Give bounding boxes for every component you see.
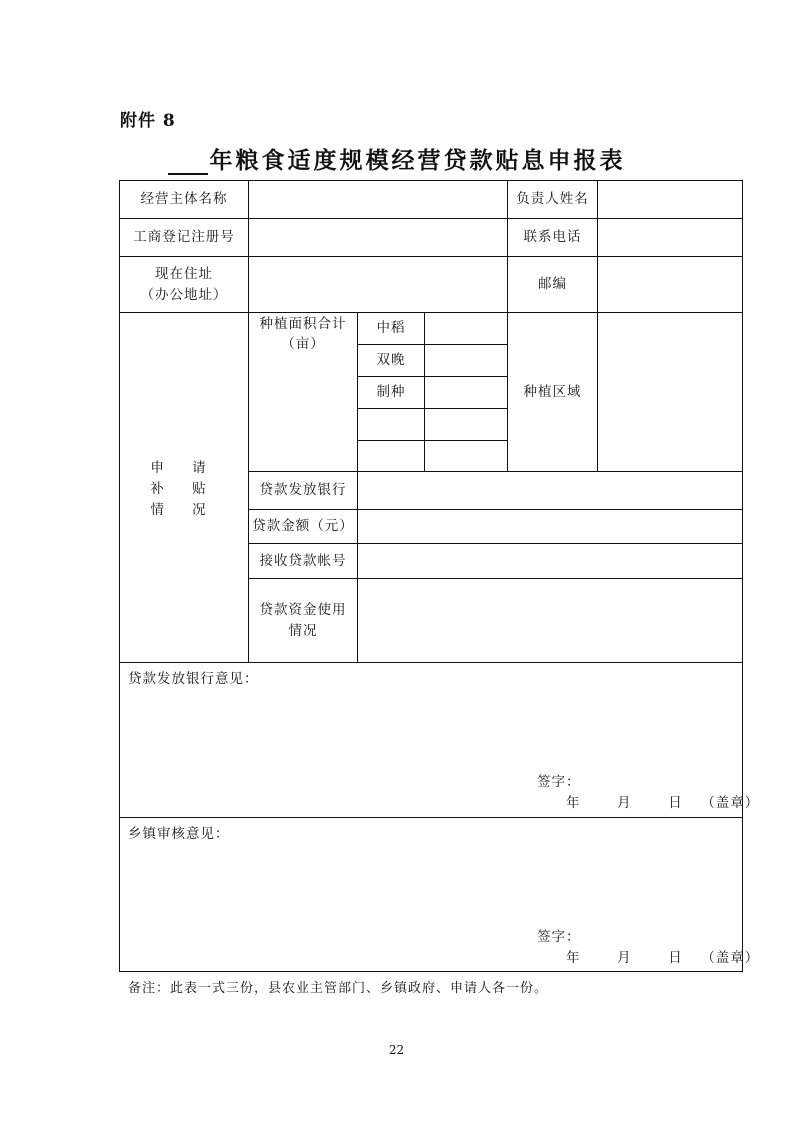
town-sign-label: 签字： xyxy=(537,929,581,945)
year-label: 年 xyxy=(566,795,581,811)
crop-area-field[interactable] xyxy=(425,441,507,471)
loan-amount-field[interactable] xyxy=(358,510,742,543)
seal-label: （盖章） xyxy=(701,795,760,811)
crop-area-field[interactable] xyxy=(425,313,507,344)
loan-bank-field[interactable] xyxy=(358,472,742,509)
attachment-label: 附件 8 xyxy=(120,111,176,131)
address-label-line1: 现在住址 xyxy=(155,265,213,282)
fund-use-field[interactable] xyxy=(358,579,742,662)
entity-name-label: 经营主体名称 xyxy=(140,191,228,207)
apply-subsidy-section-label xyxy=(120,458,248,521)
form-note: 备注：此表一式三份，县农业主管部门、乡镇政府、申请人各一份。 xyxy=(128,981,549,996)
crop-label-middle-rice: 中稻 xyxy=(376,320,406,336)
town-date-line xyxy=(566,946,759,966)
registration-no-field[interactable] xyxy=(249,219,507,256)
address-field[interactable] xyxy=(249,257,507,312)
title-text: 年粮食适度规模经营贷款贴息申报表 xyxy=(209,147,626,174)
page-number: 22 xyxy=(388,1043,405,1057)
receive-account-label: 接收贷款帐号 xyxy=(259,552,347,569)
address-label xyxy=(120,257,248,312)
planting-region-field[interactable] xyxy=(598,313,742,471)
address-label-line2: （办公地址） xyxy=(140,286,228,303)
town-opinion-field[interactable] xyxy=(120,845,742,915)
day-label: 日 xyxy=(668,795,683,811)
crop-label-seed: 制种 xyxy=(376,384,406,400)
day-label: 日 xyxy=(668,950,683,966)
year-label: 年 xyxy=(566,950,581,966)
row-line xyxy=(119,817,743,818)
bank-sign-label: 签字： xyxy=(537,774,581,790)
postcode-field[interactable] xyxy=(598,257,742,312)
bank-date-line xyxy=(566,791,759,811)
seal-label: （盖章） xyxy=(701,950,760,966)
planting-area-label-line1: 种植面积合计 xyxy=(259,316,347,332)
fund-use-label xyxy=(249,579,357,662)
crop-area-field[interactable] xyxy=(425,345,507,376)
planting-area-label xyxy=(249,314,357,354)
bank-opinion-label: 贷款发放银行意见： xyxy=(128,671,259,687)
row-line xyxy=(119,662,743,663)
receive-account-field[interactable] xyxy=(358,544,742,578)
month-label: 月 xyxy=(617,795,632,811)
entity-name-field[interactable] xyxy=(249,181,507,218)
loan-amount-label: 贷款金额（元） xyxy=(252,518,354,534)
contact-phone-label: 联系电话 xyxy=(523,229,582,245)
planting-area-label-line2: （亩） xyxy=(281,336,325,352)
person-in-charge-field[interactable] xyxy=(598,181,742,218)
contact-phone-field[interactable] xyxy=(598,219,742,256)
month-label: 月 xyxy=(617,950,632,966)
crop-area-field[interactable] xyxy=(425,377,507,408)
crop-label-blank[interactable] xyxy=(358,409,424,440)
crop-label-blank[interactable] xyxy=(358,441,424,471)
crop-label-late-rice: 双晚 xyxy=(376,352,406,368)
planting-region-label: 种植区域 xyxy=(523,383,582,400)
apply-section-line: 补 贴 xyxy=(150,481,218,497)
bank-opinion-field[interactable] xyxy=(120,690,742,760)
person-in-charge-label: 负责人姓名 xyxy=(516,191,589,207)
postcode-label: 邮编 xyxy=(538,276,567,292)
apply-section-line: 申 请 xyxy=(150,460,218,476)
fund-use-label-line1: 贷款资金使用 xyxy=(259,601,347,618)
form-border-right xyxy=(742,180,743,972)
town-opinion-label: 乡镇审核意见： xyxy=(128,826,230,842)
loan-bank-label: 贷款发放银行 xyxy=(259,482,347,498)
fund-use-label-line2: 情况 xyxy=(288,622,318,639)
registration-no-label: 工商登记注册号 xyxy=(133,229,235,245)
apply-section-line: 情 况 xyxy=(150,502,218,518)
crop-area-field[interactable] xyxy=(425,409,507,440)
form-border-bottom xyxy=(119,971,743,972)
